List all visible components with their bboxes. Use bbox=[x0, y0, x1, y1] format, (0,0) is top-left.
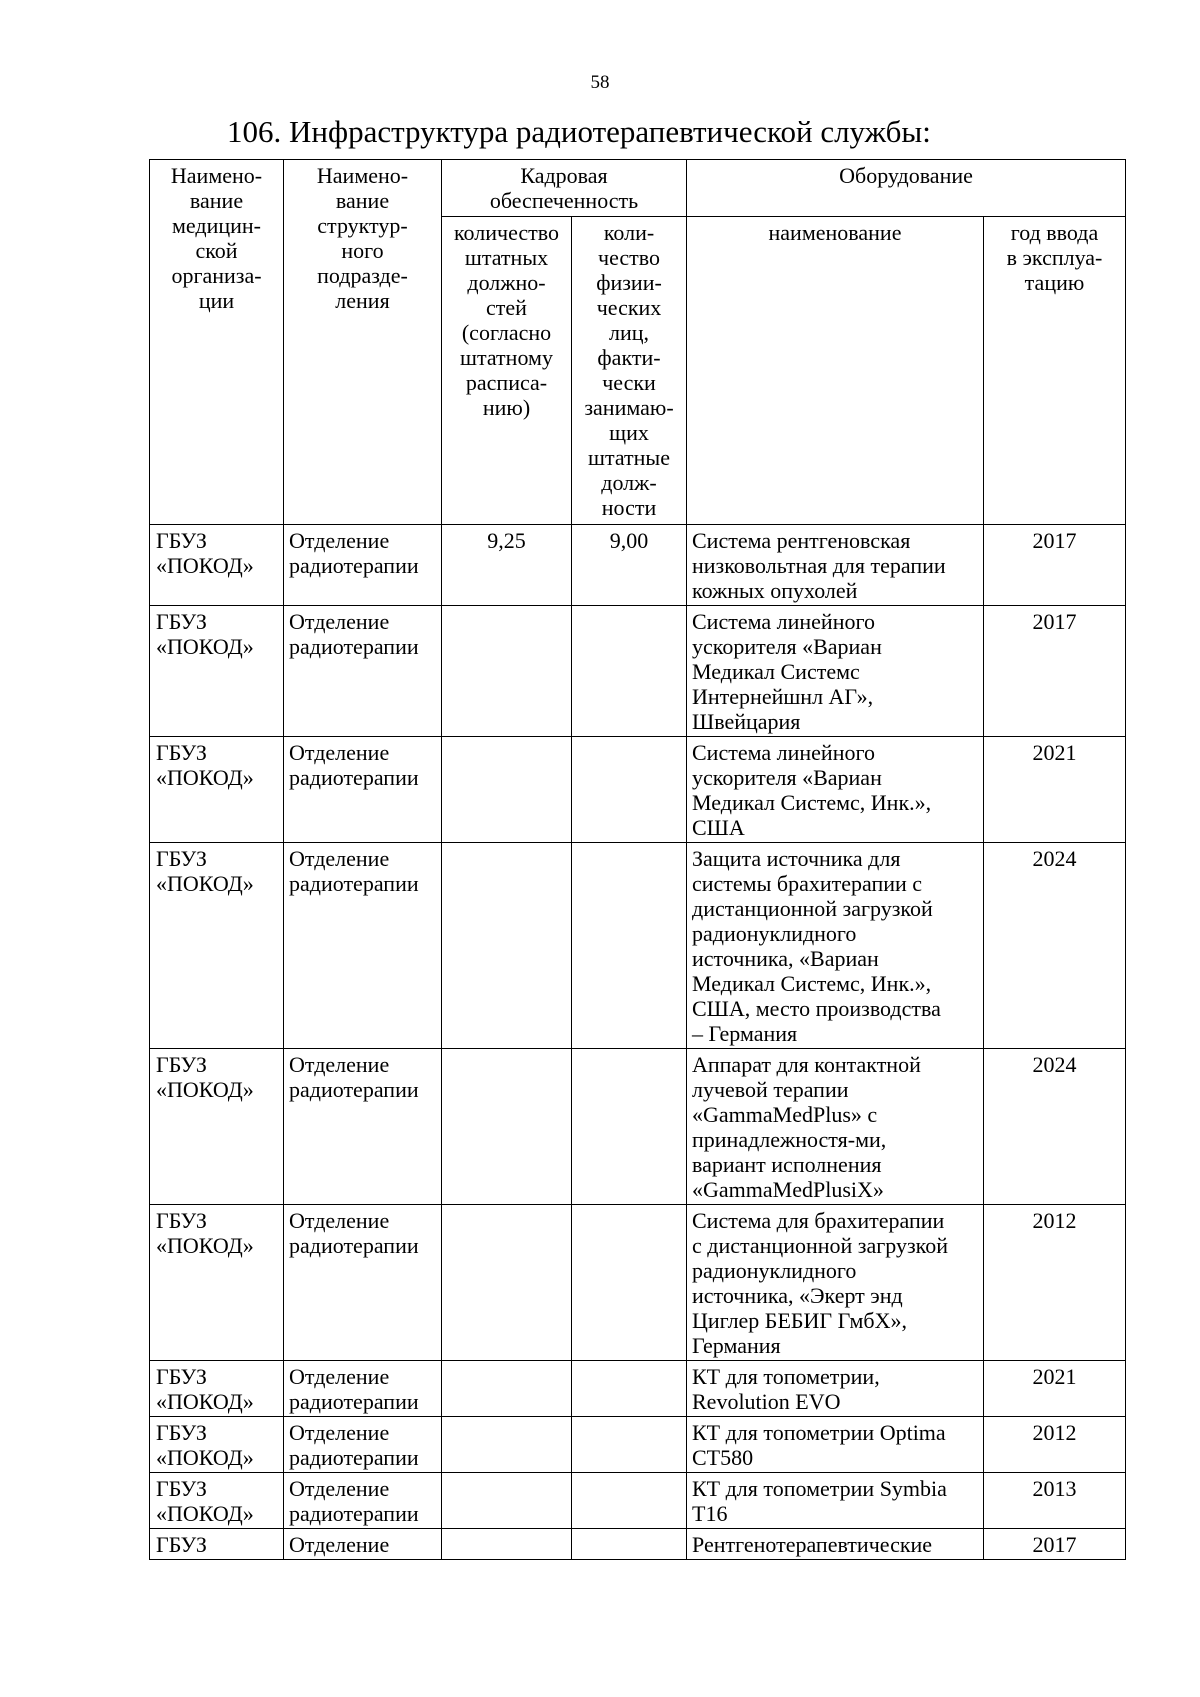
table-row bbox=[150, 525, 1126, 606]
cell-unit bbox=[284, 737, 442, 843]
header-equipment-name: наименование bbox=[687, 217, 984, 525]
text-line: вариант исполнения bbox=[692, 1152, 882, 1177]
text-line: ческих bbox=[596, 295, 662, 320]
text-line: низковольтная для терапии bbox=[692, 553, 946, 578]
table-row bbox=[150, 1529, 1126, 1560]
text-line: «ПОКОД» bbox=[156, 1501, 254, 1526]
cell-equipment-name bbox=[687, 1473, 984, 1529]
text-line: ГБУЗ bbox=[156, 1420, 207, 1445]
text-line: Отделение bbox=[289, 1364, 390, 1389]
text-line: (согласно bbox=[461, 320, 552, 345]
text-line: штатному bbox=[460, 345, 553, 370]
cell-unit bbox=[284, 525, 442, 606]
text-line: Защита источника для bbox=[692, 846, 901, 871]
text-line: тацию bbox=[1024, 270, 1085, 295]
text-line: год ввода bbox=[1010, 220, 1099, 245]
text-line: чески bbox=[602, 370, 656, 395]
cell-equipment-year: 2013 bbox=[984, 1473, 1126, 1529]
cell-staff-positions bbox=[442, 606, 572, 737]
cell-staff-positions bbox=[442, 1417, 572, 1473]
text-line: Медикал Системс, Инк.», bbox=[692, 971, 932, 996]
text-line: с дистанционной загрузкой bbox=[692, 1233, 949, 1258]
cell-equipment-year: 2024 bbox=[984, 843, 1126, 1049]
text-line: «ПОКОД» bbox=[156, 1445, 254, 1470]
text-line: дистанционной загрузкой bbox=[692, 896, 933, 921]
page-number: 58 bbox=[590, 72, 610, 93]
text-line: должно- bbox=[467, 270, 546, 295]
cell-unit bbox=[284, 1473, 442, 1529]
text-line: Отделение bbox=[289, 1052, 390, 1077]
text-line: Система линейного bbox=[692, 609, 875, 634]
cell-equipment-year: 2012 bbox=[984, 1417, 1126, 1473]
text-line: Система для брахитерапии bbox=[692, 1208, 945, 1233]
cell-staff-positions bbox=[442, 1049, 572, 1205]
document-title: 106. Инфраструктура радиотерапевтической службы: bbox=[227, 114, 931, 149]
text-line: чество bbox=[598, 245, 660, 270]
cell-equipment-year: 2021 bbox=[984, 737, 1126, 843]
cell-staff-persons bbox=[572, 737, 687, 843]
cell-org bbox=[150, 525, 284, 606]
text-line: «GammaMedPlusiX» bbox=[692, 1177, 884, 1202]
text-line: «ПОКОД» bbox=[156, 634, 254, 659]
text-line: долж- bbox=[601, 470, 657, 495]
table-row bbox=[150, 1473, 1126, 1529]
cell-staff-persons bbox=[572, 606, 687, 737]
cell-equipment-name bbox=[687, 1529, 984, 1560]
table-row bbox=[150, 1417, 1126, 1473]
text-line: «ПОКОД» bbox=[156, 1077, 254, 1102]
text-line: в эксплуа- bbox=[1006, 245, 1103, 270]
text-line: ускорителя «Вариан bbox=[692, 765, 882, 790]
cell-org bbox=[150, 1049, 284, 1205]
text-line: Отделение bbox=[289, 740, 390, 765]
text-line: T16 bbox=[692, 1501, 728, 1526]
text-line: стей bbox=[486, 295, 527, 320]
cell-org bbox=[150, 737, 284, 843]
text-line: ускорителя «Вариан bbox=[692, 634, 882, 659]
text-line: вание bbox=[189, 188, 244, 213]
text-line: ГБУЗ bbox=[156, 740, 207, 765]
table-row bbox=[150, 1361, 1126, 1417]
text-line: системы брахитерапии с bbox=[692, 871, 923, 896]
cell-staff-persons bbox=[572, 1049, 687, 1205]
text-line: Аппарат для контактной bbox=[692, 1052, 921, 1077]
cell-equipment-name bbox=[687, 1417, 984, 1473]
cell-staff-persons bbox=[572, 1529, 687, 1560]
text-line: источника, «Экерт энд bbox=[692, 1283, 903, 1308]
text-line: радиотерапии bbox=[289, 1077, 419, 1102]
cell-equipment-year: 2017 bbox=[984, 606, 1126, 737]
cell-equipment-name bbox=[687, 525, 984, 606]
text-line: Кадровая bbox=[520, 163, 608, 188]
cell-org bbox=[150, 843, 284, 1049]
text-line: радионуклидного bbox=[692, 1258, 857, 1283]
text-line: Система рентгеновская bbox=[692, 528, 911, 553]
text-line: Отделение bbox=[289, 1208, 390, 1233]
text-line: «GammaMedPlus» с bbox=[692, 1102, 878, 1127]
cell-unit bbox=[284, 1417, 442, 1473]
text-line: щих bbox=[609, 420, 649, 445]
text-line: «ПОКОД» bbox=[156, 553, 254, 578]
text-line: КТ для топометрии, bbox=[692, 1364, 880, 1389]
text-line: Revolution EVO bbox=[692, 1389, 841, 1414]
cell-staff-persons bbox=[572, 843, 687, 1049]
table-row bbox=[150, 1205, 1126, 1361]
text-line: ГБУЗ bbox=[156, 1052, 207, 1077]
cell-equipment-name bbox=[687, 606, 984, 737]
text-line: Отделение bbox=[289, 846, 390, 871]
text-line: Рентгенотерапевтические bbox=[692, 1532, 933, 1557]
text-line: радионуклидного bbox=[692, 921, 857, 946]
cell-org bbox=[150, 1205, 284, 1361]
text-line: Отделение bbox=[289, 1532, 390, 1557]
text-line: ГБУЗ bbox=[156, 1208, 207, 1233]
cell-equipment-name bbox=[687, 1049, 984, 1205]
text-line: структур- bbox=[317, 213, 408, 238]
text-line: физии- bbox=[596, 270, 662, 295]
cell-unit bbox=[284, 1529, 442, 1560]
table-row bbox=[150, 606, 1126, 737]
header-unit-name bbox=[284, 160, 442, 525]
header-row-1 bbox=[150, 160, 1126, 217]
text-line: штатных bbox=[464, 245, 549, 270]
text-line: – Германия bbox=[692, 1021, 798, 1046]
text-line: ности bbox=[601, 495, 657, 520]
cell-equipment-name bbox=[687, 737, 984, 843]
header-staff-group bbox=[442, 160, 687, 217]
cell-org bbox=[150, 1361, 284, 1417]
text-line: радиотерапии bbox=[289, 1233, 419, 1258]
text-line: США, место производства bbox=[692, 996, 941, 1021]
cell-unit bbox=[284, 1361, 442, 1417]
text-line: Медикал Системс, Инк.», bbox=[692, 790, 932, 815]
text-line: радиотерапии bbox=[289, 634, 419, 659]
text-line: ГБУЗ bbox=[156, 528, 207, 553]
text-line: Германия bbox=[692, 1333, 781, 1358]
text-line: ской bbox=[195, 238, 238, 263]
text-line: радиотерапии bbox=[289, 1389, 419, 1414]
text-line: США bbox=[692, 815, 745, 840]
cell-staff-positions bbox=[442, 1205, 572, 1361]
header-org-name bbox=[150, 160, 284, 525]
text-line: медицин- bbox=[171, 213, 261, 238]
text-line: лиц, bbox=[608, 320, 650, 345]
text-line: расписа- bbox=[465, 370, 548, 395]
text-line: ного bbox=[341, 238, 384, 263]
cell-staff-positions bbox=[442, 1361, 572, 1417]
text-line: радиотерапии bbox=[289, 765, 419, 790]
text-line: «ПОКОД» bbox=[156, 1389, 254, 1414]
cell-equipment-year: 2012 bbox=[984, 1205, 1126, 1361]
text-line: «ПОКОД» bbox=[156, 765, 254, 790]
text-line: CT580 bbox=[692, 1445, 754, 1470]
text-line: источника, «Вариан bbox=[692, 946, 879, 971]
text-line: ГБУЗ bbox=[156, 1364, 207, 1389]
table-row bbox=[150, 737, 1126, 843]
text-line: коли- bbox=[603, 220, 655, 245]
text-line: принадлежностя-ми, bbox=[692, 1127, 887, 1152]
text-line: Циглер БЕБИГ ГмбХ», bbox=[692, 1308, 908, 1333]
text-line: кожных опухолей bbox=[692, 578, 858, 603]
cell-equipment-year: 2024 bbox=[984, 1049, 1126, 1205]
cell-unit bbox=[284, 843, 442, 1049]
text-line: ления bbox=[335, 288, 390, 313]
text-line: Интернейшнл АГ», bbox=[692, 684, 874, 709]
text-line: радиотерапии bbox=[289, 1501, 419, 1526]
cell-equipment-year: 2017 bbox=[984, 525, 1126, 606]
text-line: факти- bbox=[597, 345, 661, 370]
text-line: организа- bbox=[171, 263, 262, 288]
text-line: «ПОКОД» bbox=[156, 871, 254, 896]
cell-org bbox=[150, 606, 284, 737]
text-line: вание bbox=[335, 188, 390, 213]
cell-equipment-name bbox=[687, 1361, 984, 1417]
cell-equipment-year: 2021 bbox=[984, 1361, 1126, 1417]
cell-equipment-year: 2017 bbox=[984, 1529, 1126, 1560]
cell-staff-persons bbox=[572, 1361, 687, 1417]
cell-staff-positions bbox=[442, 737, 572, 843]
cell-equipment-name bbox=[687, 843, 984, 1049]
text-line: ГБУЗ bbox=[156, 1532, 207, 1557]
text-line: ГБУЗ bbox=[156, 609, 207, 634]
text-line: ГБУЗ bbox=[156, 846, 207, 871]
cell-staff-persons bbox=[572, 1417, 687, 1473]
text-line: Отделение bbox=[289, 528, 390, 553]
cell-unit bbox=[284, 1049, 442, 1205]
text-line: радиотерапии bbox=[289, 1445, 419, 1470]
text-line: лучевой терапии bbox=[692, 1077, 849, 1102]
text-line: КТ для топометрии Optima bbox=[692, 1420, 946, 1445]
cell-staff-persons bbox=[572, 1473, 687, 1529]
text-line: Швейцария bbox=[692, 709, 801, 734]
text-line: Наимено- bbox=[316, 163, 409, 188]
cell-staff-positions bbox=[442, 1473, 572, 1529]
cell-org bbox=[150, 1473, 284, 1529]
header-equipment-group: Оборудование bbox=[687, 160, 1126, 217]
cell-equipment-name bbox=[687, 1205, 984, 1361]
cell-staff-positions: 9,25 bbox=[442, 525, 572, 606]
text-line: подразде- bbox=[317, 263, 408, 288]
text-line: радиотерапии bbox=[289, 553, 419, 578]
text-line: нию) bbox=[482, 395, 531, 420]
text-line: Отделение bbox=[289, 1420, 390, 1445]
text-line: радиотерапии bbox=[289, 871, 419, 896]
header-staff-positions bbox=[442, 217, 572, 525]
text-line: обеспеченность bbox=[489, 188, 639, 213]
text-line: ции bbox=[198, 288, 235, 313]
header-staff-persons bbox=[572, 217, 687, 525]
text-line: Отделение bbox=[289, 1476, 390, 1501]
text-line: Отделение bbox=[289, 609, 390, 634]
text-line: Наимено- bbox=[170, 163, 263, 188]
table-row bbox=[150, 843, 1126, 1049]
cell-unit bbox=[284, 1205, 442, 1361]
text-line: «ПОКОД» bbox=[156, 1233, 254, 1258]
text-line: занимаю- bbox=[584, 395, 674, 420]
cell-staff-positions bbox=[442, 843, 572, 1049]
header-equipment-year bbox=[984, 217, 1126, 525]
text-line: Медикал Системс bbox=[692, 659, 860, 684]
cell-staff-persons bbox=[572, 1205, 687, 1361]
text-line: количество bbox=[453, 220, 560, 245]
cell-staff-persons: 9,00 bbox=[572, 525, 687, 606]
text-line: ГБУЗ bbox=[156, 1476, 207, 1501]
text-line: штатные bbox=[588, 445, 670, 470]
cell-staff-positions bbox=[442, 1529, 572, 1560]
cell-org bbox=[150, 1529, 284, 1560]
cell-unit bbox=[284, 606, 442, 737]
text-line: КТ для топометрии Symbia bbox=[692, 1476, 947, 1501]
cell-org bbox=[150, 1417, 284, 1473]
text-line: Система линейного bbox=[692, 740, 875, 765]
table-row bbox=[150, 1049, 1126, 1205]
radiotherapy-infrastructure-table bbox=[149, 159, 1126, 1560]
